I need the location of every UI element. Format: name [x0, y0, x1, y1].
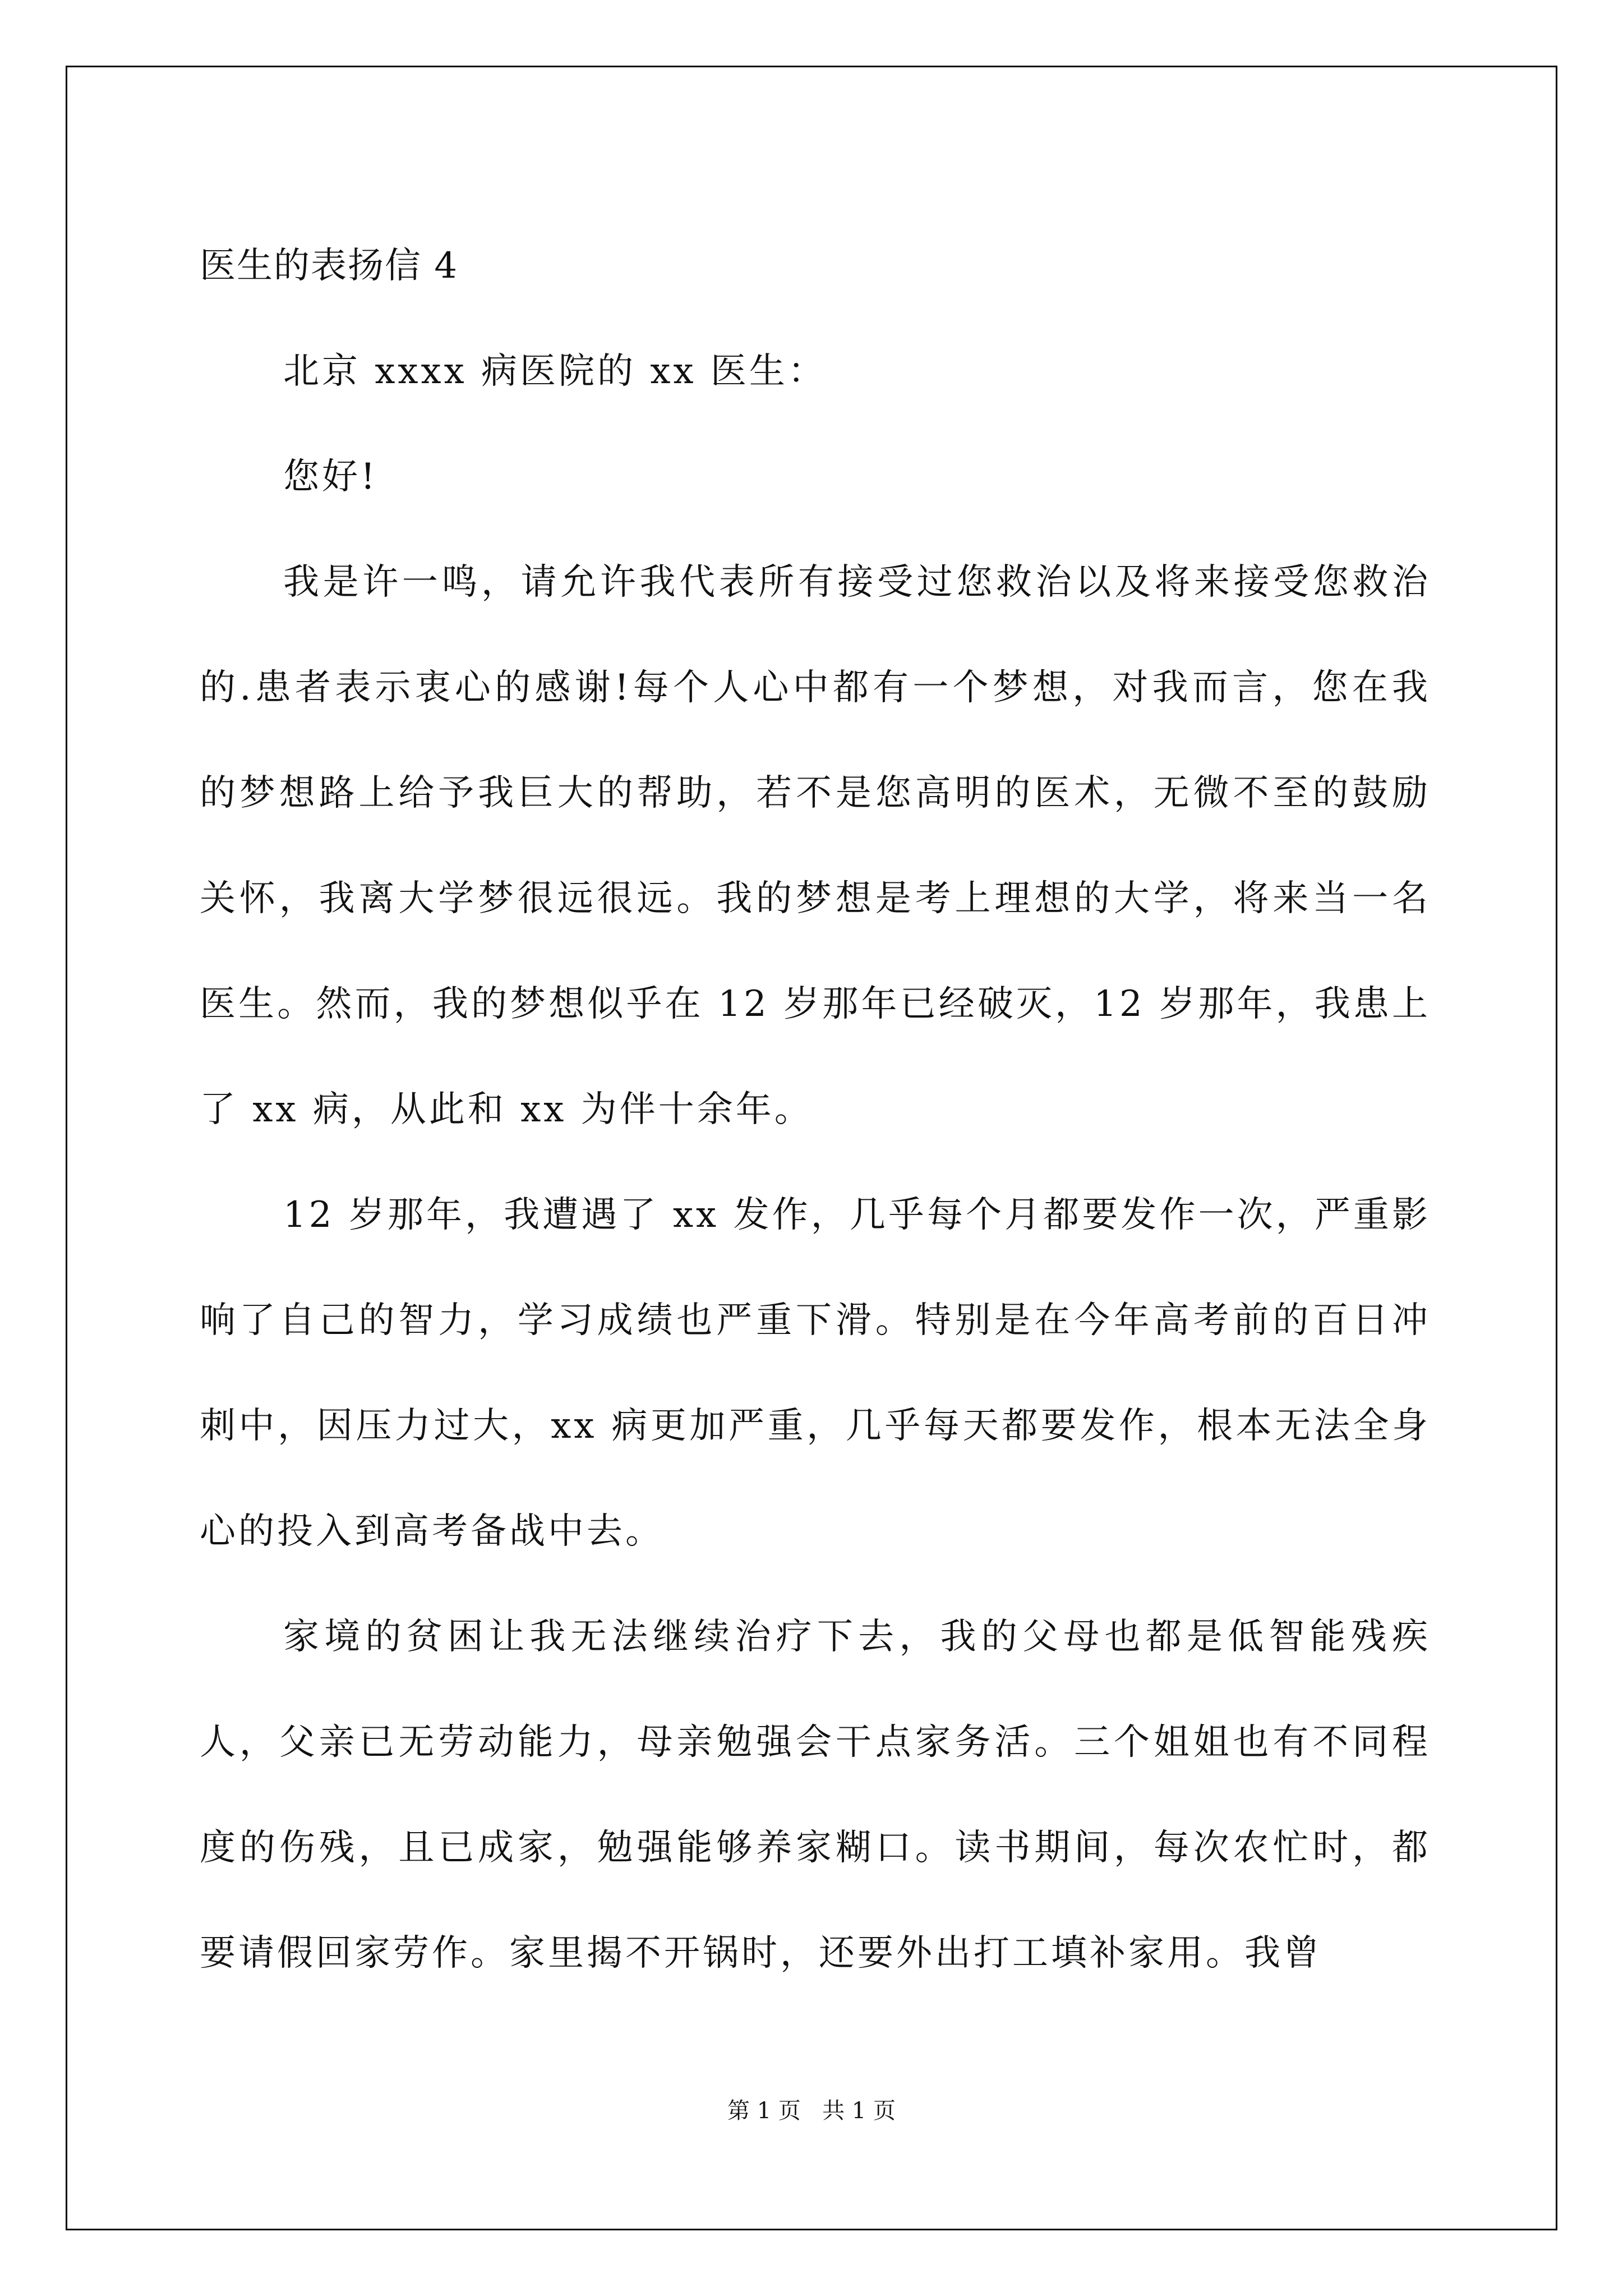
body-paragraph: 我是许一鸣，请允许我代表所有接受过您救治以及将来接受您救治的.患者表示衷心的感谢!每个人心中都有一个梦想，对我而言，您在我的梦想路上给予我巨大的帮助，若不是您高明的医术，无微不至的鼓励关怀，我离大学梦很远很远。我的梦想是考上理想的大学，将来当一名医生。然而，我的梦想似乎在 12 岁那年已经破灭，12 岁那年，我患上了 xx 病，从此和 xx 为伴十余年。: [200, 562, 1431, 1130]
document-body: [200, 213, 1431, 2006]
page-footer: 第 1 页 共 1 页: [727, 2098, 896, 2124]
greeting: 您好!: [283, 456, 378, 498]
document-title: 医生的表扬信 4: [200, 245, 459, 287]
salutation: 北京 xxxx 病医院的 xx 医生：: [283, 351, 827, 392]
body-paragraph: 家境的贫困让我无法继续治疗下去，我的父母也都是低智能残疾人，父亲已无劳动能力，母亲勉强会干点家务活。三个姐姐也有不同程度的伤残，且已成家，勉强能够养家糊口。读书期间，每次农忙时，都要请假回家劳作。家里揭不开锅时，还要外出打工填补家用。我曾: [200, 1616, 1431, 1974]
body-paragraph: 12 岁那年，我遭遇了 xx 发作，几乎每个月都要发作一次，严重影响了自己的智力，学习成绩也严重下滑。特别是在今年高考前的百日冲刺中，因压力过大，xx 病更加严重，几乎每天都要发作，根本无法全身心的投入到高考备战中去。: [200, 1194, 1431, 1552]
